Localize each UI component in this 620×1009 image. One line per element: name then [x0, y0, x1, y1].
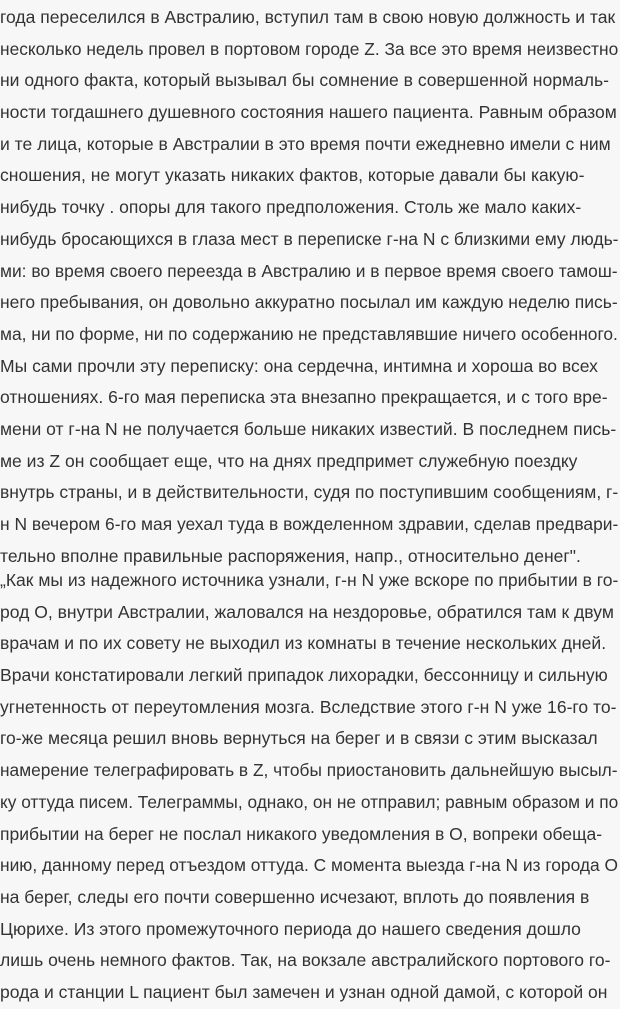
- text-line: года переселился в Австралию, вступил там в свою новую должность и так: [0, 7, 616, 27]
- text-line: ку оттуда писем. Телеграммы, однако, он не отправил; равным образом и по: [0, 791, 619, 812]
- text-line: Мы сами прочли эту переписку: она сердечна, интимна и хороша во всех: [0, 355, 598, 376]
- text-line: н N вечером 6-го мая уехал туда в вожделенном здравии, сделав предвари-: [0, 514, 619, 534]
- text-line: ми: во время своего переезда в Австралию и в первое время своего тамош-: [0, 260, 618, 281]
- text-line: Врачи констатировали легкий припадок лихорадки, бессонницу и сильную: [0, 665, 608, 686]
- text-line: ма, ни по форме, ни по содержанию не представлявшие ничего особенного.: [0, 323, 618, 344]
- text-line: ности тогдашнего душевного состояния нашего пациента. Равным образом: [0, 102, 617, 123]
- text-line: мени от г-на N не получается больше никаких известий. В последнем пись-: [0, 418, 617, 439]
- text-line: намерение телеграфировать в Z, чтобы приостановить дальнейшую высыл-: [0, 760, 618, 781]
- text-line: нибудь бросающихся в глаза мест в переписке г-на N с близкими ему людь-: [0, 228, 619, 249]
- text-line: нию, данному перед отъездом оттуда. С момента выезда г-на N из города О: [0, 855, 619, 876]
- text-line: ни одного факта, который вызывал бы сомнение в совершенной нормаль-: [0, 70, 610, 91]
- text-line: внутрь страны, и в действительности, судя по поступившим сообщениям, г-: [0, 482, 619, 503]
- text-line: ме из Z он сообщает еще, что на днях предпримет служебную поездку: [0, 450, 578, 471]
- text-line: „Как мы из надежного источника узнали, г-н N уже вскоре по прибытии в го-: [0, 570, 619, 590]
- text-line: рода и станции L пациент был замечен и узнан одной дамой, с которой он: [0, 981, 608, 1002]
- text-line: угнетенность от переутомления мозга. Вследствие этого г-н N уже 16-го то-: [0, 696, 617, 717]
- paragraph-1: [0, 2, 620, 572]
- text-line: лишь очень немного фактов. Так, на вокзале австралийского портового го-: [0, 950, 611, 971]
- text-line: него пребывания, он довольно аккуратно посылал им каждую неделю пись-: [0, 292, 618, 313]
- paragraph-2: [0, 565, 620, 1009]
- text-line: нибудь точку . опоры для такого предположения. Столь же мало каких-: [0, 197, 582, 218]
- text-line: род О, внутри Австралии, жаловался на нездоровье, обратился там к двум: [0, 601, 614, 622]
- text-line: врачам и по их совету не выходил из комнаты в течение нескольких дней.: [0, 633, 607, 654]
- text-line: тельно вполне правильные распоряжения, напр., относительно денег".: [0, 545, 581, 566]
- text-line: го-же месяца решил вновь вернуться на берег и в связи с этим высказал: [0, 728, 598, 749]
- text-line: на берег, следы его почти совершенно исчезают, вплоть до появления в: [0, 886, 590, 907]
- text-line: отношениях. 6-го мая переписка эта внезапно прекращается, и с того вре-: [0, 387, 608, 408]
- text-line: Цюрихе. Из этого промежуточного периода до нашего сведения дошло: [0, 918, 581, 939]
- text-line: сношения, не могут указать никаких фактов, которые давали бы какую-: [0, 165, 585, 186]
- text-line: прибытии на берег не послал никакого уведомления в О, вопреки обеща-: [0, 823, 603, 844]
- text-line: несколько недель провел в портовом городе Z. За все это время неизвестно: [0, 38, 619, 59]
- text-line: и те лица, которые в Австралии в это время почти ежедневно имели с ним: [0, 133, 611, 154]
